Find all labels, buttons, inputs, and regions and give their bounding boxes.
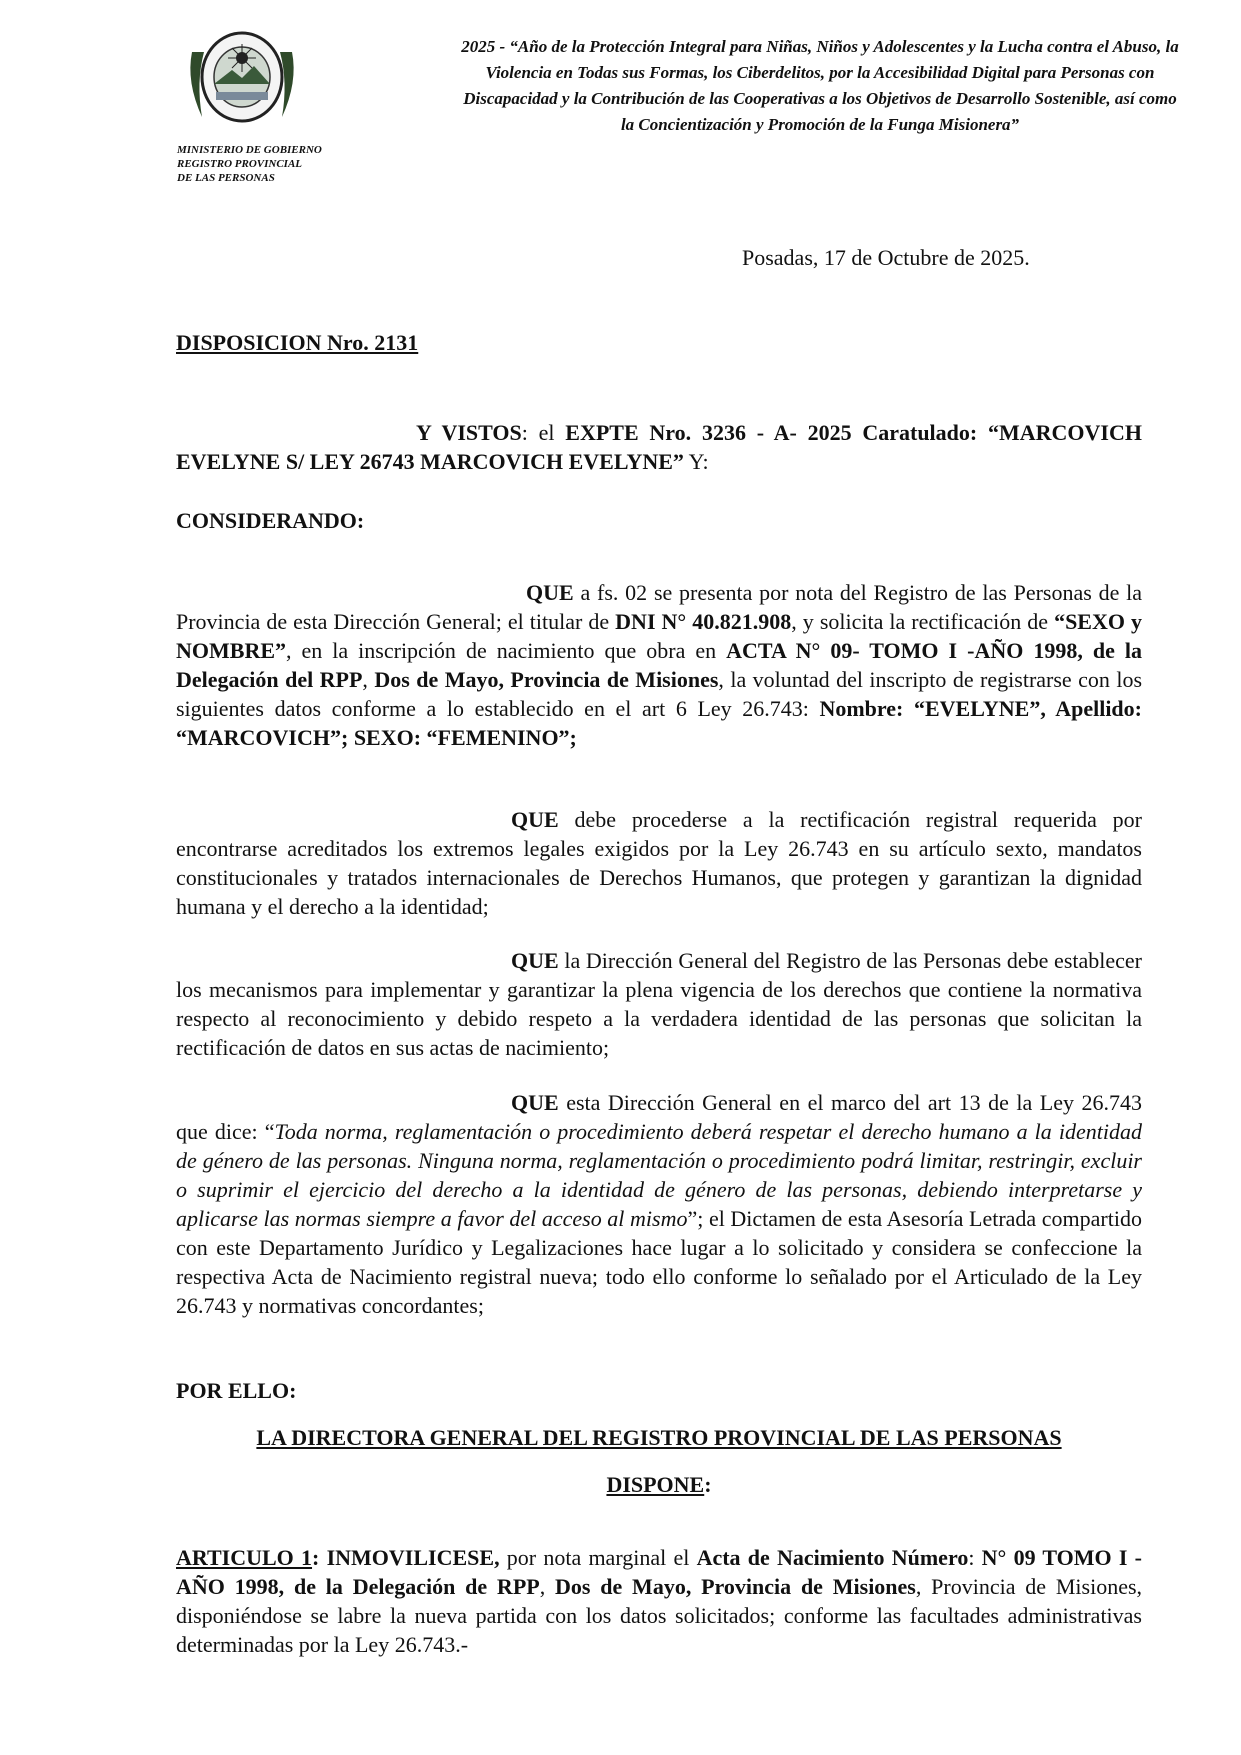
ministry-line-2: REGISTRO PROVINCIAL [177, 158, 303, 170]
que4-text-1: esta Dirección General en el marco del art 13 de la Ley 26.743 que dice: “ [176, 1090, 1142, 1144]
disposition-title: DISPOSICION Nro. 2131 [176, 330, 419, 355]
acta-reference: ACTA N° 09- TOMO I -AÑO 1998, de la Delegación del RPP [176, 638, 1142, 692]
vistos-sep: : el [521, 420, 566, 445]
authority-heading: LA DIRECTORA GENERAL DEL REGISTRO PROVINCIAL DE LAS PERSONAS [256, 1425, 1062, 1450]
articulo-1-text-4: , Provincia de Misiones, disponiéndose se labre la nueva partida con los datos solicitados; conforme las facultades administrativas determinadas por la Ley 26.743.- [176, 1574, 1143, 1657]
articulo-1-text-2: : [968, 1545, 982, 1570]
ministry-line-1: MINISTERIO DE GOBIERNO [177, 144, 322, 156]
que-label-4: QUE [511, 1090, 559, 1115]
que-paragraph-2 [176, 805, 1142, 921]
ministry-line-3: DE LAS PERSONAS [177, 172, 275, 184]
dispone-heading [176, 1472, 1142, 1498]
articulo-1-acta-number: N° 09 TOMO I -AÑO 1998, de la Delegación de RPP [176, 1545, 1143, 1599]
vistos-tail: Y: [683, 449, 709, 474]
que1-text-2: , y solicita la rectificación de [791, 609, 1055, 634]
provincial-seal-logo [182, 22, 302, 132]
que2-text: debe procederse a la rectificación registral requerida por encontrarse acreditados los extremos legales exigidos por la Ley 26.743 en su artículo sexto, mandatos constitucionales y tratados internacionales de Derechos Humanos, que protegen y garantizan la dignidad humana y el derecho a la identidad; [176, 807, 1142, 919]
requested-data: Nombre: “EVELYNE”, Apellido: “MARCOVICH”; SEXO: “FEMENINO”; [176, 696, 1142, 750]
vistos-paragraph [176, 418, 1142, 476]
articulo-1-verb: INMOVILICESE, [326, 1545, 500, 1570]
que1-text-4: , [362, 667, 375, 692]
que3-text: la Dirección General del Registro de las Personas debe establecer los mecanismos para implementar y garantizar la plena vigencia de los derechos que contiene la normativa respecto al reconocimiento y debido respeto a la verdadera identidad de las personas que solicitan la rectificación de datos en sus actas de nacimiento; [176, 948, 1142, 1060]
dispone-colon: : [704, 1472, 712, 1497]
que-label-3: QUE [511, 948, 559, 973]
articulo-1-text-1: por nota marginal el [499, 1545, 697, 1570]
que1-text-5: , la voluntad del inscripto de registrarse con los siguientes datos conforme a lo establecido en el art 6 Ley 26.743: [176, 667, 1143, 721]
que1-text-3: , en la inscripción de nacimiento que obra en [286, 638, 727, 663]
que-label-2: QUE [511, 807, 559, 832]
dni-number: DNI N° 40.821.908 [615, 609, 792, 634]
que4-text-2: ”; el Dictamen de esta Asesoría Letrada compartido con este Departamento Jurídico y Legalizaciones hace lugar a lo solicitado y considera se confeccione la respectiva Acta de Nacimiento registral nueva; todo ello conforme lo señalado por el Articulado de la Ley 26.743 y normativas concordantes; [176, 1206, 1142, 1318]
dispone-word: DISPONE [606, 1472, 705, 1497]
que-label-1: QUE [526, 580, 574, 605]
articulo-1-label: ARTICULO 1 [176, 1545, 313, 1570]
ministry-header [177, 143, 322, 185]
place-reference: Dos de Mayo, Provincia de Misiones [374, 667, 719, 692]
law-quote: Toda norma, reglamentación o procedimiento deberá respetar el derecho humano a la identidad de género de las personas. Ninguna norma, reglamentación o procedimiento podrá limitar, restringir, excluir o suprimir el ejercicio del derecho a la identidad de género de las personas, debiendo interpretarse y aplicarse las normas siempre a favor del acceso al mismo [176, 1119, 1142, 1231]
articulo-1-place: Dos de Mayo, Provincia de Misiones [555, 1574, 916, 1599]
expte-caption: EXPTE Nro. 3236 - A- 2025 Caratulado: “MARCOVICH EVELYNE S/ LEY 26743 MARCOVICH EVELYNE” [176, 420, 1142, 474]
sexo-nombre: “SEXO y NOMBRE” [176, 609, 1143, 663]
que-paragraph-4 [176, 1088, 1142, 1320]
articulo-1-paragraph [176, 1543, 1142, 1659]
que-paragraph-3 [176, 946, 1142, 1062]
considerando-heading: CONSIDERANDO: [176, 508, 365, 533]
document-date: Posadas, 17 de Octubre de 2025. [742, 245, 1030, 270]
vistos-label: Y VISTOS [416, 420, 522, 445]
articulo-1-text-3: , [539, 1574, 556, 1599]
que1-text-1: a fs. 02 se presenta por nota del Registro de las Personas de la Provincia de esta Dirección General; el titular de [176, 580, 1142, 634]
articulo-1-acta: Acta de Nacimiento Número [696, 1545, 969, 1570]
por-ello-heading: POR ELLO: [176, 1378, 297, 1403]
que-paragraph-1 [176, 578, 1142, 752]
articulo-1-colon: : [312, 1545, 327, 1570]
year-motto: 2025 - “Año de la Protección Integral para Niñas, Niños y Adolescentes y la Lucha contra el Abuso, la Violencia en Todas sus Formas, los Ciberdelitos, por la Accesibilidad Digital para Personas con Discapacidad y la Contribución de las Cooperativas a los Objetivos de Desarrollo Sostenible, así como la Concientización y Promoción de la Funga Misionera” [461, 37, 1179, 134]
